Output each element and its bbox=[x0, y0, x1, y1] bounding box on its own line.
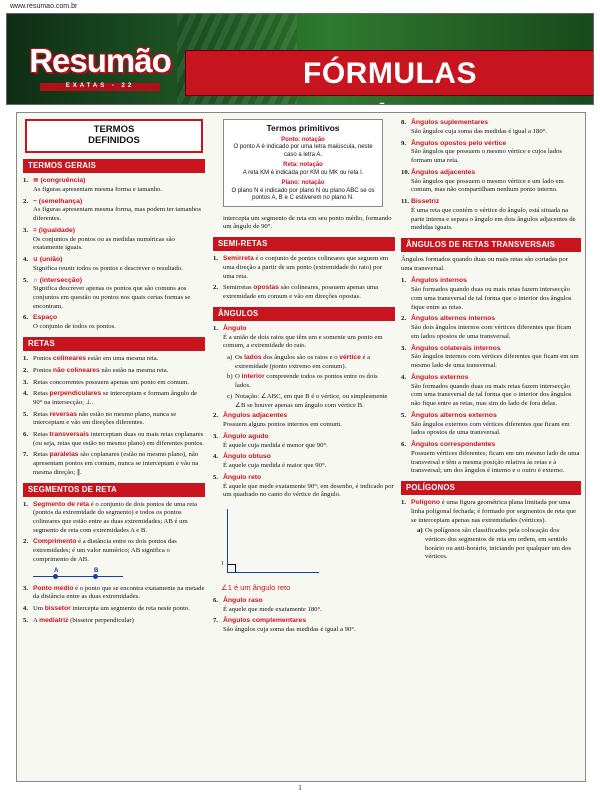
item-number: 4. bbox=[23, 604, 29, 612]
section-heading-transversais: ÂNGULOS DE RETAS TRANSVERSAIS bbox=[401, 238, 581, 252]
term: paralelas bbox=[49, 451, 79, 459]
list-item bbox=[401, 277, 581, 312]
section-heading-semi-retas: SEMI-RETAS bbox=[213, 237, 395, 251]
text: são colineares, possuem apenas uma extremidade em comum e vão em direções opostas. bbox=[223, 284, 379, 300]
angle-ray-horizontal bbox=[227, 572, 319, 573]
mediatriz-continuation: intercepta um segmento de reta em seu ponto médio, formando um ângulo de 90°. bbox=[223, 214, 392, 231]
term-symbol: = bbox=[33, 226, 39, 234]
item-number: 5. bbox=[23, 410, 29, 418]
term: Ângulos externos bbox=[411, 373, 469, 381]
list-item bbox=[401, 412, 581, 438]
text: é o conjunto de dois pontos de uma reta (pontos da extremidade do segmento) e todos os pontos colineares que estão entre as duas extremidades; AB é um segmento de reta com extremidades A e B. bbox=[33, 500, 198, 534]
angulos-list bbox=[213, 412, 395, 500]
logo-name: Resumão bbox=[29, 42, 171, 79]
definition: São ângulos que possuem o mesmo vértice e cujos lados formam uma reta. bbox=[411, 148, 562, 165]
term: Ângulos correspondentes bbox=[411, 441, 496, 449]
text: estão em uma mesma reta. bbox=[85, 355, 159, 363]
text: (bissetor perpendicular) bbox=[68, 616, 134, 624]
text: Pontos bbox=[33, 366, 53, 374]
item-number: 9. bbox=[401, 139, 407, 147]
termos-gerais-list bbox=[23, 177, 205, 332]
term-symbol: ∪ bbox=[33, 255, 40, 263]
text: Pontos bbox=[33, 355, 53, 363]
item-number: 2. bbox=[23, 197, 29, 205]
term: Ângulos adjacentes bbox=[223, 412, 288, 420]
column-3 bbox=[401, 119, 581, 565]
sub-item bbox=[227, 373, 395, 390]
termos-definidos-box bbox=[25, 119, 203, 153]
text: é o conjunto de pontos colineares que seguem em uma direção a partir de um ponto (extremidade do raio) por uma reta. bbox=[223, 255, 389, 280]
term: Ângulos alternos internos bbox=[411, 315, 496, 323]
list-item bbox=[213, 597, 395, 615]
term: reversas bbox=[49, 410, 78, 418]
item-number: 2. bbox=[213, 412, 219, 420]
sub-letter: b) bbox=[227, 373, 233, 381]
item-number: 5. bbox=[213, 473, 219, 481]
item-number: 1. bbox=[23, 355, 29, 363]
angulo-sub-items bbox=[213, 354, 395, 410]
item-number: 1. bbox=[23, 176, 29, 184]
list-item: 1. Polígono é uma figura geométrica plana limitada por uma linha poligonal fechada; é formado por segmentos de reta que se interceptam apenas nas extremidades (vértices). a) Os polígonos são classificados pela colocação dos vértices dos segmentos de reta em ordem, em sentido horário ou anti-horário, iniciando por qualquer um dos vértices. bbox=[401, 499, 581, 562]
list-item bbox=[23, 177, 205, 195]
text: Retas bbox=[33, 431, 50, 439]
item-number: 3. bbox=[23, 378, 29, 386]
segment-line bbox=[33, 576, 123, 577]
list-item bbox=[23, 227, 205, 253]
term-symbol: ≅ bbox=[33, 176, 41, 184]
term: perpendiculares bbox=[49, 390, 102, 398]
item-number: 1. bbox=[213, 255, 219, 263]
list-item bbox=[213, 617, 395, 635]
definition: As figuras apresentam mesma forma e tamanho. bbox=[33, 185, 163, 193]
header-banner bbox=[6, 13, 594, 105]
list-item bbox=[213, 474, 395, 500]
item-number: 11. bbox=[401, 198, 409, 205]
site-url[interactable]: www.resumao.com.br bbox=[10, 3, 78, 10]
item-number: 1. bbox=[401, 277, 407, 285]
text: não estão na mesma reta. bbox=[99, 366, 169, 374]
list-item bbox=[401, 441, 581, 476]
item-number: 5. bbox=[23, 276, 29, 284]
text: compreende todos os pontos entre os dois lados. bbox=[235, 373, 378, 390]
definition: É aquele que mede exatamente 90°; em desenho, é indicado por um quadrado no canto do vértice do ângulo. bbox=[223, 482, 394, 499]
transversais-intro: Ângulos formados quando duas ou mais retas são cortadas por uma transversal. bbox=[401, 256, 568, 272]
termos-primitivos-box bbox=[223, 119, 383, 207]
right-angle-marker bbox=[228, 564, 236, 572]
section-heading-angulos: ÂNGULOS bbox=[213, 307, 395, 321]
term-symbol: ~ bbox=[33, 197, 39, 205]
text: intercepta um segmento de reta neste ponto. bbox=[70, 604, 190, 612]
sub-item bbox=[227, 354, 395, 371]
item-number: 2. bbox=[401, 315, 407, 323]
primitivo-text: O plano N é indicado por plano N ou plano ABC se os pontos A, B e C estiverem no plano N. bbox=[231, 187, 375, 202]
term: Ângulo obtuso bbox=[223, 453, 271, 461]
list-item: 1. Ângulo É a união de dois raios que têm um e somente um ponto em comum, a extremidade do raio. bbox=[213, 324, 383, 350]
definition: Possuem vértices diferentes; ficam em um mesmo lado de uma transversal e têm a mesma posição relativa às retas e à transversal; um dos ângulos é interno e o outro é externo. bbox=[411, 449, 580, 475]
primitivo-label: Plano: notação bbox=[281, 180, 325, 187]
term: Ângulo reto bbox=[223, 473, 262, 481]
list-item bbox=[23, 431, 205, 448]
term: Ângulos suplementares bbox=[411, 119, 489, 126]
primitivo-text: O ponto A é indicado por uma letra maiúscula, neste caso a letra A. bbox=[233, 144, 373, 158]
definition: É uma reta que contém o vértice do ângulo, está situada na parte interna e separa o ângulo em dois ângulos adjacentes de medidas iguais. bbox=[411, 206, 576, 232]
term: Semirreta bbox=[223, 255, 254, 263]
list-item bbox=[401, 374, 581, 409]
item-number: 3. bbox=[23, 584, 29, 592]
list-item bbox=[401, 198, 581, 233]
text: Retas bbox=[33, 390, 50, 398]
segment-ab-diagram bbox=[33, 568, 205, 582]
primitivo-label: Reta: notação bbox=[283, 162, 323, 169]
sub-item bbox=[227, 393, 395, 410]
term: Segmento de reta bbox=[33, 500, 90, 508]
text: interceptam duas ou mais retas coplanares (ou seja, retas que estão no mesmo plano) em diferentes pontos. bbox=[33, 431, 204, 447]
term: não colineares bbox=[52, 366, 100, 374]
primitivos-heading: Termos primitivos bbox=[266, 123, 340, 133]
item-number: 10. bbox=[401, 168, 410, 176]
text: se interceptam e formam ângulo de 90° na intersecção; ⊥. bbox=[33, 390, 198, 406]
item-number: 2. bbox=[213, 284, 219, 292]
section-heading-termos-gerais: TERMOS GERAIS bbox=[23, 159, 205, 173]
text: Um bbox=[33, 604, 45, 612]
angulos-list-cont bbox=[213, 597, 395, 635]
logo bbox=[21, 40, 179, 89]
definition: São ângulos internos com vértices diferentes que ficam em um mesmo lado de uma transversal. bbox=[411, 353, 579, 370]
term: bissetor bbox=[44, 604, 71, 612]
content-area bbox=[16, 112, 586, 782]
sub-item: a) Os polígonos são classificados pela colocação dos vértices dos segmentos de reta em ordem, em sentido horário ou anti-horário, iniciando por qualquer um dos vértices. bbox=[417, 527, 571, 561]
termos-box-line-2: DEFINIDOS bbox=[88, 134, 140, 146]
term: Ângulos internos bbox=[411, 277, 467, 285]
page-number: 1 bbox=[298, 784, 302, 792]
point-b-label: B bbox=[94, 567, 99, 574]
text: A bbox=[33, 616, 40, 624]
term-symbol: ∩ bbox=[33, 276, 40, 284]
list-item bbox=[23, 451, 205, 477]
column-2 bbox=[213, 119, 395, 638]
definition: As figuras apresentam mesma forma, mas podem ter tamanhos diferentes. bbox=[33, 206, 202, 223]
text: Os bbox=[235, 354, 245, 362]
list-item bbox=[23, 314, 205, 332]
term: mediatriz bbox=[39, 616, 69, 624]
term: Ângulos colaterais internos bbox=[411, 344, 501, 352]
column-1 bbox=[23, 119, 205, 628]
term: (união) bbox=[39, 255, 63, 263]
term: opostas bbox=[253, 284, 279, 292]
definition: São ângulos cuja soma das medidas é igual a 180°. bbox=[411, 127, 548, 135]
item-number: 6. bbox=[213, 596, 219, 604]
term: Comprimento bbox=[33, 538, 77, 546]
list-item bbox=[23, 390, 205, 407]
list-item bbox=[213, 284, 395, 301]
item-number: 4. bbox=[23, 255, 29, 263]
item-number: 3. bbox=[23, 226, 29, 234]
term: (igualdade) bbox=[38, 226, 76, 234]
item-number: 6. bbox=[401, 441, 407, 449]
term: vértice bbox=[339, 354, 361, 362]
definition: Possuem alguns pontos internos em comum. bbox=[223, 421, 342, 429]
termos-box-line-1: TERMOS bbox=[93, 124, 135, 135]
item-number: 2. bbox=[23, 366, 29, 374]
definition: É aquele que mede exatamente 180°. bbox=[223, 605, 322, 613]
list-item bbox=[23, 411, 205, 428]
item-number: 5. bbox=[401, 411, 407, 419]
list-item bbox=[23, 617, 205, 626]
transversais-list bbox=[401, 277, 581, 476]
item-number: 1. bbox=[23, 500, 29, 508]
definition: O conjunto de todos os pontos. bbox=[33, 323, 116, 331]
term: Bissetriz bbox=[411, 198, 440, 205]
term: Ângulos opostos pelo vértice bbox=[411, 139, 507, 147]
text: O bbox=[235, 373, 242, 381]
sub-letter: c) bbox=[227, 392, 233, 400]
section-heading-poligonos: POLÍGONOS bbox=[401, 481, 581, 495]
term: Ângulos alternos externos bbox=[411, 411, 497, 419]
term: Ângulo raso bbox=[223, 596, 263, 604]
list-item bbox=[401, 169, 581, 195]
definition: Significa reunir todos os pontos e descrever o resultado. bbox=[33, 264, 183, 272]
page-title: FÓRMULAS bbox=[185, 50, 594, 96]
term: (semelhança) bbox=[38, 197, 83, 205]
item-number: 3. bbox=[213, 432, 219, 440]
list-item bbox=[23, 198, 205, 224]
text: Retas bbox=[33, 410, 50, 418]
definition: É aquele cuja medida é maior que 90°. bbox=[223, 462, 327, 470]
list-item bbox=[213, 433, 395, 451]
term: transversais bbox=[49, 431, 89, 439]
primitivo-text: A reta KM é indicada por KM ou MK ou reta l. bbox=[242, 169, 364, 176]
primitivo-label: Ponto: notação bbox=[281, 136, 325, 143]
item-number: 7. bbox=[23, 451, 29, 459]
angulos-list-col3 bbox=[401, 119, 581, 233]
list-item bbox=[401, 315, 581, 341]
point-a-label: A bbox=[54, 567, 59, 574]
logo-subtitle: EXATAS - 22 bbox=[40, 83, 160, 91]
list-item bbox=[23, 256, 205, 274]
item-number: 3. bbox=[401, 344, 407, 352]
list-item bbox=[401, 119, 581, 137]
item-number: 8. bbox=[401, 119, 407, 126]
definition: São formados quando duas ou mais retas fazem intersecção com uma transversal de tal forma que o interior dos ângulos não fique entre as retas, mas sim do lado de fora delas. bbox=[411, 382, 572, 408]
definition: é uma figura geométrica plana limitada por uma linha poligonal fechada; é formado por segmentos de reta que se interceptam apenas nas extremidades (vértices). bbox=[411, 499, 577, 524]
segmentos-list bbox=[23, 501, 205, 565]
angle-number-label: 1 bbox=[221, 561, 224, 568]
definition: É a união de dois raios que têm um e somente um ponto em comum, a extremidade do raio. bbox=[223, 333, 383, 350]
definition: São ângulos que possuem o mesmo vértice e um lado em comum, mas não compartilham nenhum ponto interno. bbox=[411, 177, 564, 194]
list-item bbox=[401, 140, 581, 166]
text: são coplanares (estão no mesmo plano), não apresentam pontos em comum, nunca se interceptam e vão na mesma direção; ∥. bbox=[33, 451, 199, 476]
item-number: 4. bbox=[213, 453, 219, 461]
term: lados bbox=[244, 354, 262, 362]
figure-caption: ∠1 é um ângulo reto bbox=[221, 583, 291, 593]
text: dos ângulos são os raios e o bbox=[261, 354, 340, 362]
text: não estão no mesmo plano, nunca se interceptam e vão em direções diferentes. bbox=[33, 410, 177, 427]
list-item bbox=[23, 605, 205, 614]
term: colineares bbox=[52, 355, 86, 363]
retas-list bbox=[23, 355, 205, 477]
definition: Os conjuntos de pontos ou as medidas numéricas são exatamente iguais. bbox=[33, 235, 175, 252]
item-number: 4. bbox=[401, 373, 407, 381]
definition: São ângulos externos com vértices diferentes que ficam em lados opostos de uma transversal. bbox=[411, 420, 570, 437]
term: Ângulo bbox=[223, 324, 247, 332]
list-item bbox=[213, 453, 395, 471]
definition: São formados quando duas ou mais retas fazem intersecção com uma transversal de tal forma que o interior dos ângulos fique entre as retas. bbox=[411, 286, 572, 311]
item-number: 6. bbox=[23, 314, 29, 322]
term: Ponto médio bbox=[33, 584, 74, 592]
item-number: 2. bbox=[23, 538, 29, 546]
term: Ângulos complementares bbox=[223, 617, 307, 625]
list-item bbox=[23, 367, 205, 376]
list-item bbox=[23, 501, 205, 536]
text: Retas bbox=[33, 451, 50, 459]
term: (congruência) bbox=[40, 176, 86, 184]
list-item bbox=[23, 355, 205, 364]
item-number: 4. bbox=[23, 390, 29, 398]
term: interior bbox=[241, 373, 265, 381]
item-number: 5. bbox=[23, 616, 29, 624]
semi-retas-list bbox=[213, 255, 395, 302]
text: Semirretas bbox=[223, 284, 254, 292]
text: é o ponto que se encontra exatamente na metade da distância entre as duas extremidades. bbox=[33, 584, 205, 601]
term: Espaço bbox=[33, 314, 58, 322]
term: Ângulos adjacentes bbox=[411, 168, 476, 176]
text: é a distância entre os dois pontos das extremidades; é um valor numérico; AB significa o comprimento de AB. bbox=[33, 538, 177, 563]
section-heading-retas: RETAS bbox=[23, 337, 205, 351]
list-item bbox=[23, 538, 205, 564]
item-number: 6. bbox=[23, 431, 29, 439]
list-item bbox=[401, 345, 581, 371]
term: Polígono bbox=[411, 499, 441, 507]
list-item bbox=[213, 255, 395, 281]
definition: São ângulos cuja soma das medidas é igual a 90°. bbox=[223, 626, 356, 634]
segmentos-list-cont bbox=[23, 585, 205, 626]
text: Notação: ∠ABC, em que B é o vértice, ou simplesmente ∠B se houver apenas um ângulo com vértice B. bbox=[235, 392, 388, 409]
list-item bbox=[213, 412, 395, 430]
list-item bbox=[23, 585, 205, 602]
item-number: 7. bbox=[213, 617, 219, 625]
text: Retas concorrentes possuem apenas um ponto em comum. bbox=[33, 378, 190, 386]
sub-letter: a) bbox=[227, 354, 233, 362]
term: Ângulo agudo bbox=[223, 432, 269, 440]
sub-text: Os polígonos são classificados pela colocação dos vértices dos segmentos de reta em ordem, em sentido horário ou anti-horário, iniciando por qualquer um dos vértices. bbox=[425, 527, 571, 561]
term: (intersecção) bbox=[39, 276, 82, 284]
right-angle-figure bbox=[221, 503, 395, 581]
text: é a extremidade (ponto extremo em comum). bbox=[235, 354, 371, 370]
definition: Significa descrever apenas os pontos que são comuns aos conjuntos em questão ou pontos nos quais certas formas se encontram. bbox=[33, 285, 191, 310]
definition: É aquele cuja medida é menor que 90°. bbox=[223, 441, 328, 449]
section-heading-segmentos: SEGMENTOS DE RETA bbox=[23, 483, 205, 497]
definition: São dois ângulos internos com vértices diferentes que ficam em lados opostos de uma transversal. bbox=[411, 324, 572, 340]
list-item bbox=[23, 379, 205, 388]
list-item bbox=[23, 277, 205, 312]
